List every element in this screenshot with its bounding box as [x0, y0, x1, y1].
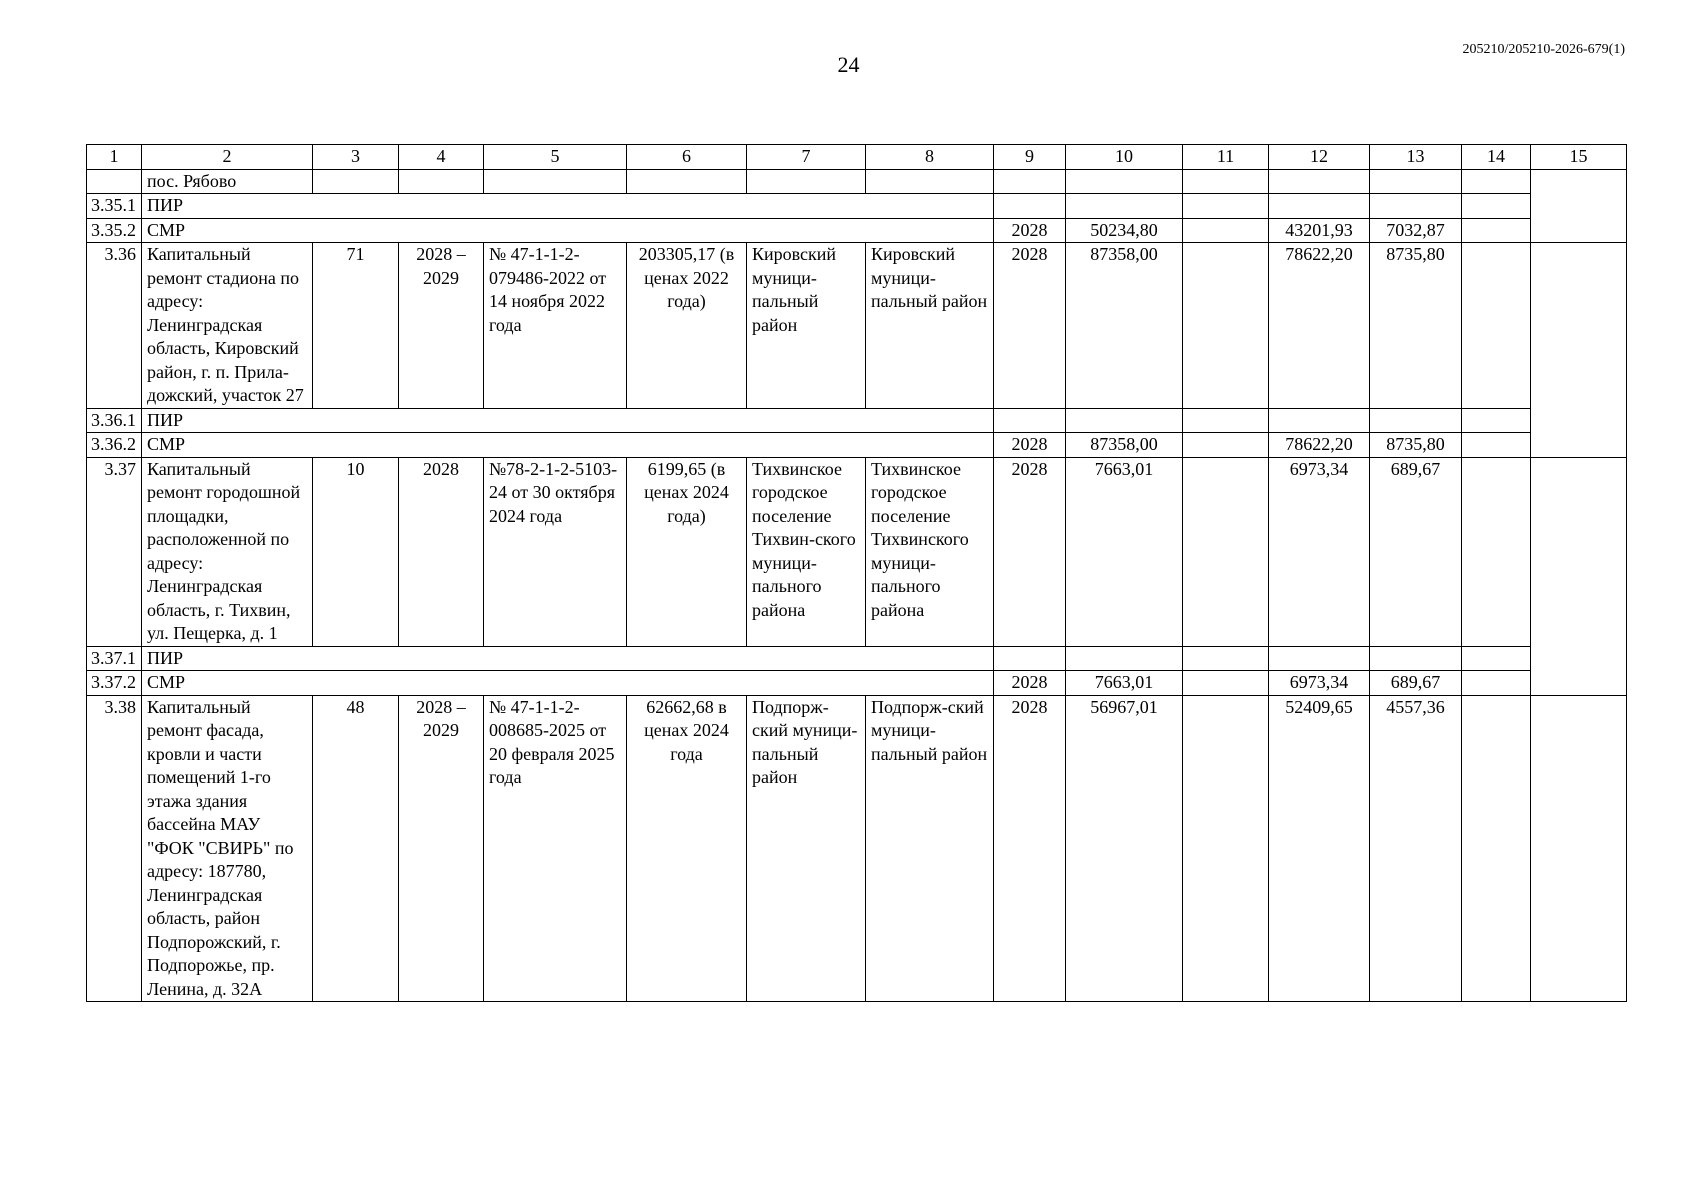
- column-header: 15: [1531, 145, 1627, 170]
- subitem-number: 3.35.1: [87, 194, 142, 219]
- subitem-number: 3.37.1: [87, 646, 142, 671]
- object-name-continuation: пос. Рябово: [142, 169, 313, 194]
- year-cell: 2028: [994, 218, 1066, 243]
- table-row-subitem: [87, 433, 1627, 458]
- column-header: 13: [1370, 145, 1462, 170]
- customer-cell: Тихвинское городское поселение Тихвин-ского муници-пального района: [747, 457, 866, 646]
- investment-objects-table: [86, 144, 1627, 1002]
- expertise-cell: № 47-1-1-2-079486-2022 от 14 ноября 2022 года: [484, 243, 627, 409]
- cell-empty: [87, 169, 142, 194]
- column-header: 10: [1066, 145, 1183, 170]
- subitem-label: СМР: [142, 218, 994, 243]
- column-header: 7: [747, 145, 866, 170]
- table-row-object: [87, 457, 1627, 646]
- amount-col13: 8735,80: [1370, 433, 1462, 458]
- amount-col12: 78622,20: [1269, 243, 1370, 409]
- capacity-cell: 10: [313, 457, 399, 646]
- cell-col15: [1531, 243, 1627, 458]
- column-header: 11: [1183, 145, 1269, 170]
- document-id: 205210/205210-2026-679(1): [1462, 42, 1625, 57]
- amount-col13: 4557,36: [1370, 695, 1462, 1002]
- amount-col13: 689,67: [1370, 671, 1462, 696]
- object-number: 3.36: [87, 243, 142, 409]
- subitem-number: 3.35.2: [87, 218, 142, 243]
- capacity-cell: 48: [313, 695, 399, 1002]
- year-cell: 2028: [994, 243, 1066, 409]
- column-header: 14: [1462, 145, 1531, 170]
- subitem-label: ПИР: [142, 646, 994, 671]
- column-header: 8: [866, 145, 994, 170]
- column-header: 6: [627, 145, 747, 170]
- amount-total: 87358,00: [1066, 243, 1183, 409]
- table-row-subitem: [87, 646, 1627, 671]
- expertise-cell: №78-2-1-2-5103-24 от 30 октября 2024 года: [484, 457, 627, 646]
- object-name: Капитальный ремонт фасада, кровли и части помещений 1-го этажа здания бассейна МАУ "ФОК "СВИРЬ" по адресу: 187780, Ленинградская область, район Подпорожский, г. Подпорожье, пр. Ленина, д. 32А: [142, 695, 313, 1002]
- table-row-object: [87, 243, 1627, 409]
- amount-col13: 7032,87: [1370, 218, 1462, 243]
- estimate-cost-cell: 6199,65 (в ценах 2024 года): [627, 457, 747, 646]
- subitem-number: 3.37.2: [87, 671, 142, 696]
- amount-col12: 43201,93: [1269, 218, 1370, 243]
- capacity-cell: 71: [313, 243, 399, 409]
- object-name: Капитальный ремонт стадиона по адресу: Ленинградская область, Кировский район, г. п. Прила-дожский, участок 27: [142, 243, 313, 409]
- column-header: 2: [142, 145, 313, 170]
- cell-col15: [1531, 457, 1627, 695]
- amount-total: 50234,80: [1066, 218, 1183, 243]
- column-header: 4: [399, 145, 484, 170]
- table-row-subitem: [87, 194, 1627, 219]
- customer-cell: Кировский муници-пальный район: [747, 243, 866, 409]
- period-cell: 2028 – 2029: [399, 695, 484, 1002]
- estimate-cost-cell: 62662,68 в ценах 2024 года: [627, 695, 747, 1002]
- amount-col12: 6973,34: [1269, 671, 1370, 696]
- amount-col12: 52409,65: [1269, 695, 1370, 1002]
- subitem-label: СМР: [142, 671, 994, 696]
- period-cell: 2028 – 2029: [399, 243, 484, 409]
- estimate-cost-cell: 203305,17 (в ценах 2022 года): [627, 243, 747, 409]
- column-header: 3: [313, 145, 399, 170]
- object-number: 3.37: [87, 457, 142, 646]
- table-row-subitem: [87, 671, 1627, 696]
- subitem-label: ПИР: [142, 408, 994, 433]
- object-name: Капитальный ремонт городошной площадки, расположенной по адресу: Ленинградская область, г. Тихвин, ул. Пещерка, д. 1: [142, 457, 313, 646]
- column-number-row: [87, 145, 1627, 170]
- recipient-cell: Тихвинское городское поселение Тихвинского муници-пального района: [866, 457, 994, 646]
- table-row-subitem: [87, 218, 1627, 243]
- amount-col13: 8735,80: [1370, 243, 1462, 409]
- expertise-cell: № 47-1-1-2-008685-2025 от 20 февраля 2025 года: [484, 695, 627, 1002]
- amount-col13: 689,67: [1370, 457, 1462, 646]
- subitem-number: 3.36.2: [87, 433, 142, 458]
- amount-col12: 6973,34: [1269, 457, 1370, 646]
- recipient-cell: Подпорж-ский муници-пальный район: [866, 695, 994, 1002]
- amount-total: 87358,00: [1066, 433, 1183, 458]
- table-row-subitem: [87, 408, 1627, 433]
- column-header: 5: [484, 145, 627, 170]
- subitem-number: 3.36.1: [87, 408, 142, 433]
- cell-col15: [1531, 695, 1627, 1002]
- recipient-cell: Кировский муници-пальный район: [866, 243, 994, 409]
- amount-total: 7663,01: [1066, 671, 1183, 696]
- year-cell: 2028: [994, 695, 1066, 1002]
- amount-col12: 78622,20: [1269, 433, 1370, 458]
- column-header: 1: [87, 145, 142, 170]
- page-number: 24: [837, 52, 860, 77]
- amount-total: 56967,01: [1066, 695, 1183, 1002]
- year-cell: 2028: [994, 433, 1066, 458]
- subitem-label: ПИР: [142, 194, 994, 219]
- cell-col15: [1531, 169, 1627, 243]
- object-number: 3.38: [87, 695, 142, 1002]
- customer-cell: Подпорж-ский муници-пальный район: [747, 695, 866, 1002]
- subitem-label: СМР: [142, 433, 994, 458]
- table-row: [87, 169, 1627, 194]
- column-header: 9: [994, 145, 1066, 170]
- year-cell: 2028: [994, 671, 1066, 696]
- year-cell: 2028: [994, 457, 1066, 646]
- amount-total: 7663,01: [1066, 457, 1183, 646]
- column-header: 12: [1269, 145, 1370, 170]
- period-cell: 2028: [399, 457, 484, 646]
- table-row-object: [87, 695, 1627, 1002]
